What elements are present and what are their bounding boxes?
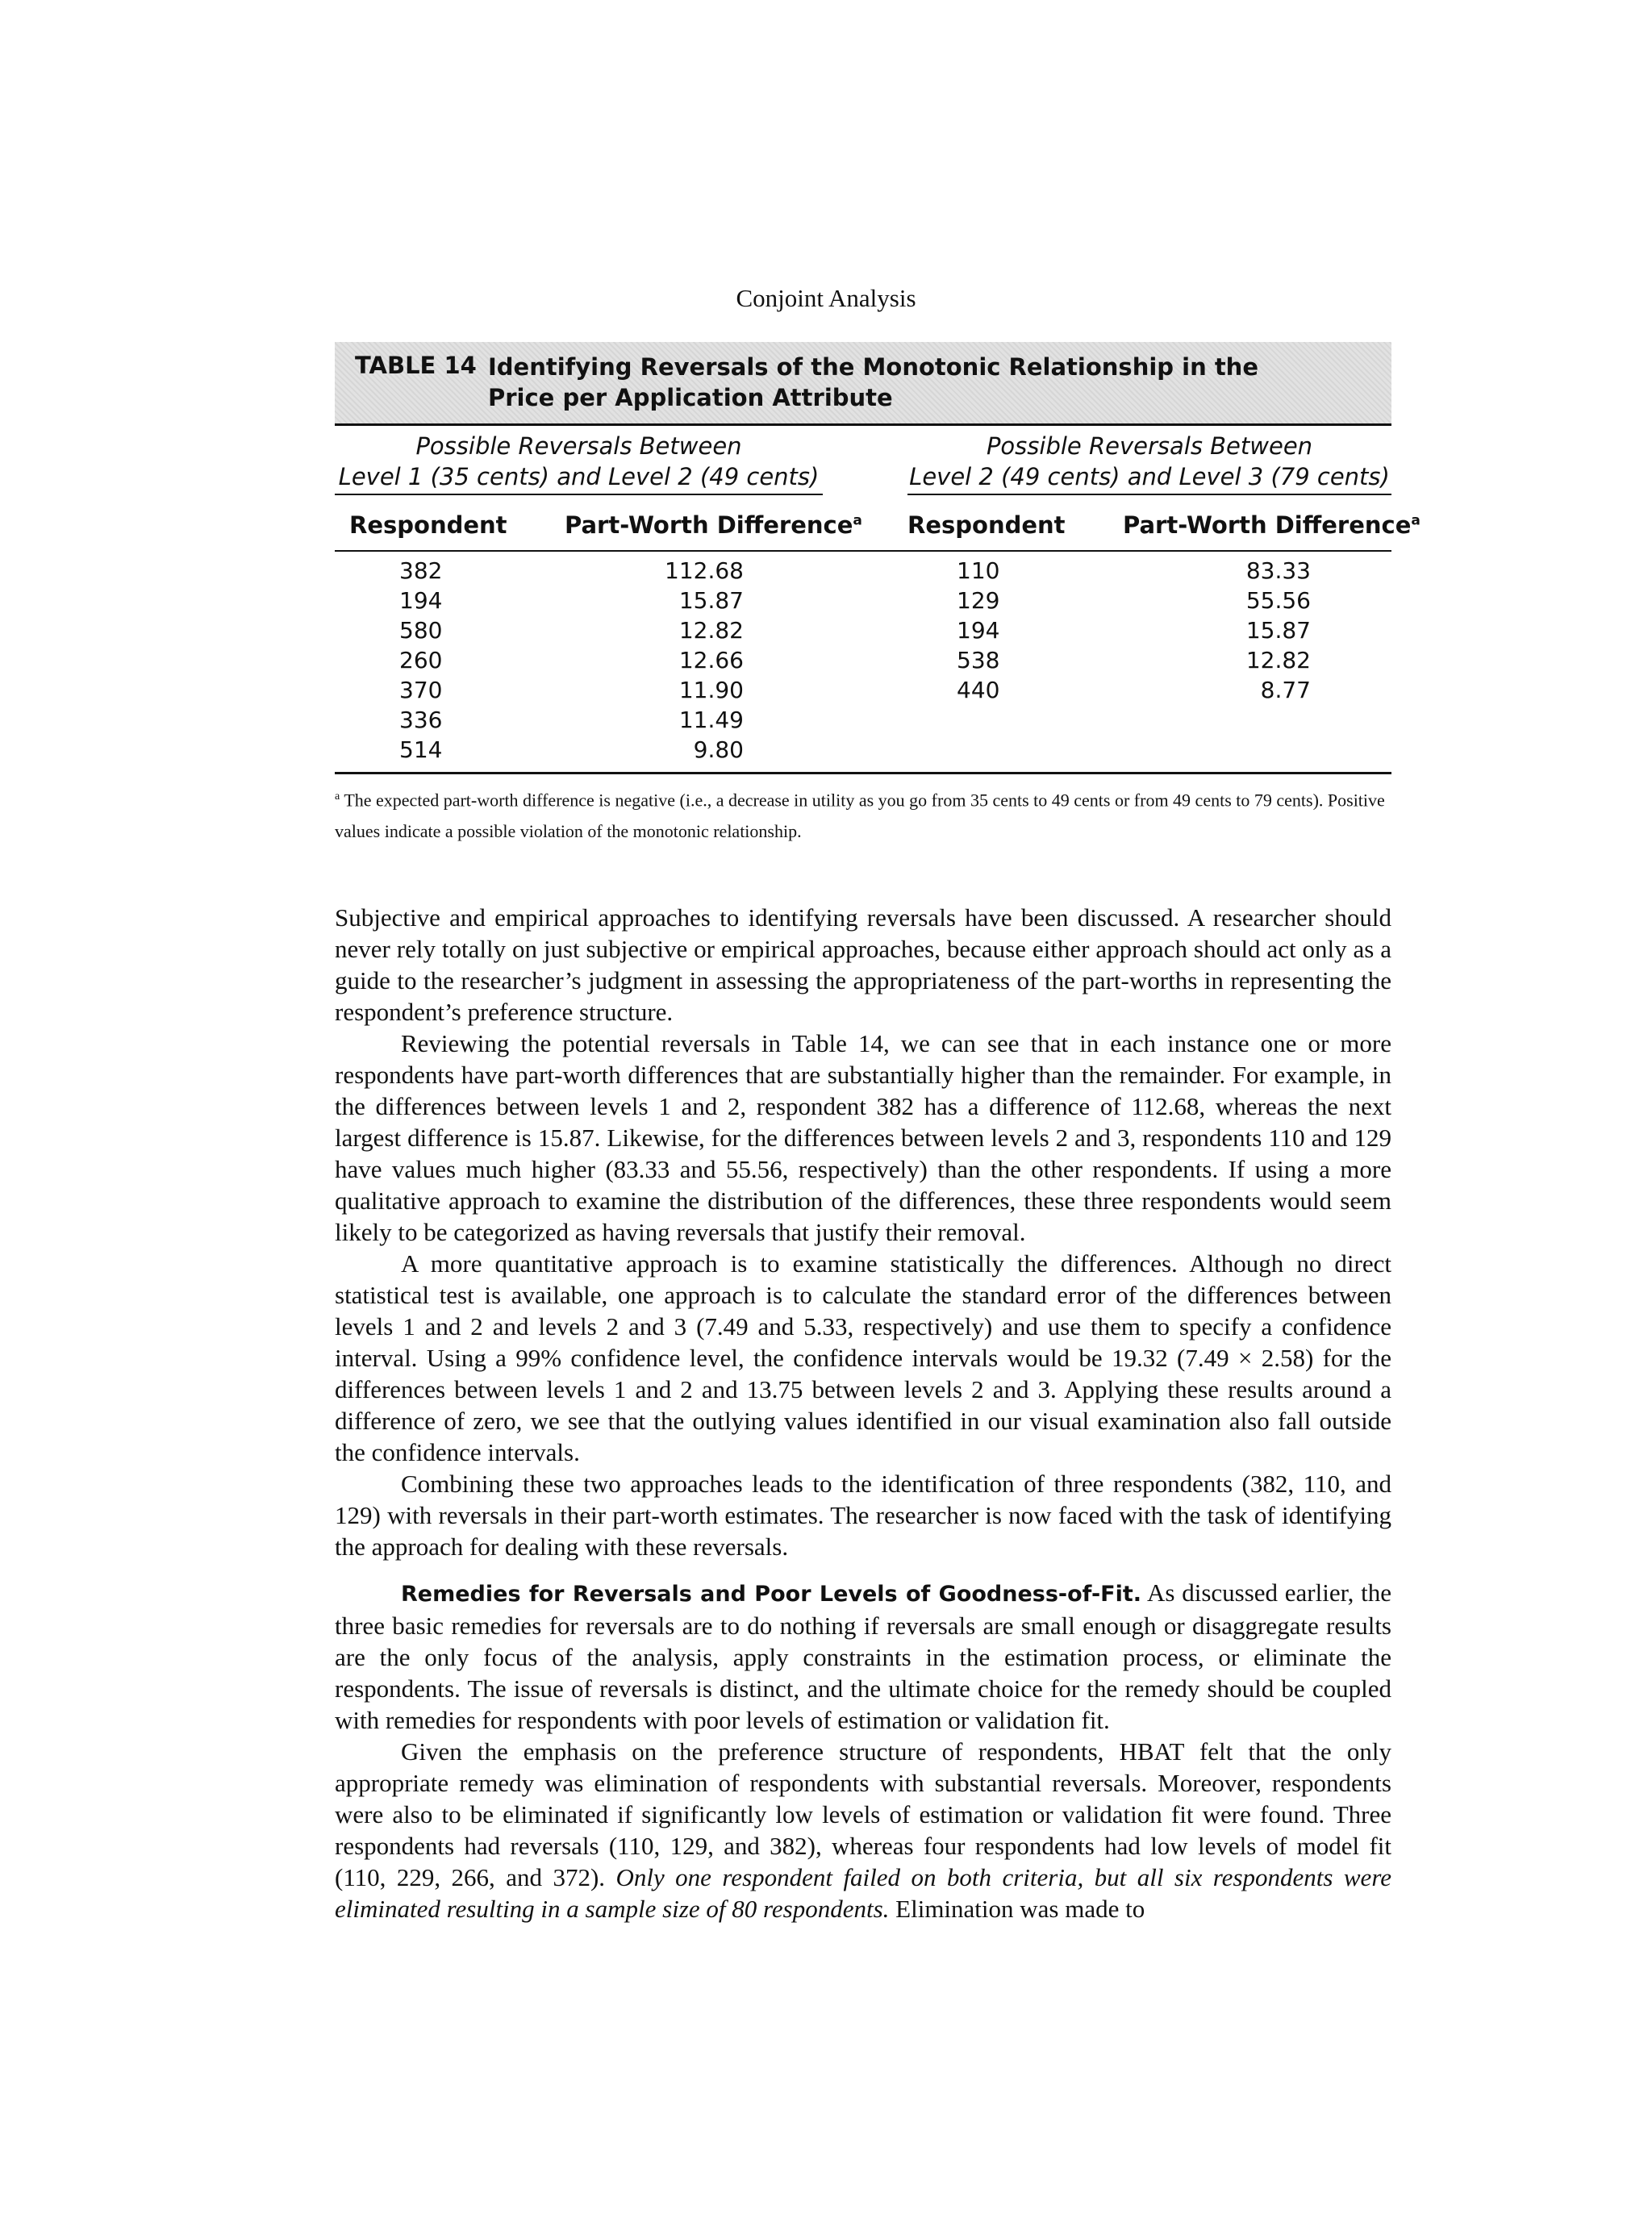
table-cell-difference: 83.33: [1245, 557, 1311, 584]
group-2-heading-line1: Possible Reversals Between: [986, 432, 1313, 460]
table-cell-difference: 15.87: [678, 587, 744, 614]
group-1-heading-rule: [335, 494, 823, 495]
table-label: TABLE 14: [355, 352, 477, 379]
col-respondent-1: Respondent: [349, 511, 507, 539]
group-1-heading: [335, 431, 823, 492]
paragraph: A more quantitative approach is to examine statistically the differences. Although no direct statistical test is available, one approach is to calculate the standard error of the differences between levels 1 and 2 and levels 2 and 3 (7.49 and 5.33, respectively) and use them to specify a confidence interval. Using a 99% confidence level, the confidence intervals would be 19.32 (7.49 × 2.58) for the differences between levels 1 and 2 and 13.75 between levels 2 and 3. Applying these results around a difference of zero, we see that the outlying values identified in our visual examination also fall outside the confidence intervals.: [335, 1249, 1391, 1466]
table-cell-respondent: 538: [957, 647, 1000, 673]
table-title: Identifying Reversals of the Monotonic Relationship in the Price per Application Attribute: [488, 353, 1258, 411]
emphasis-text: Only one respondent failed on both criteria, but all six respondents were eliminated resulting in a sample size of 80 respondents.: [335, 1863, 1391, 1923]
group-1-heading-line2: Level 1 (35 cents) and Level 2 (49 cents): [338, 463, 820, 490]
table-cell-respondent: 382: [399, 557, 443, 584]
paragraph: Given the emphasis on the preference structure of respondents, HBAT felt that the only appropriate remedy was elimination of respondents with substantial reversals. Moreover, respondents were also to be eliminated if significantly low levels of estimation or validation fit were found. Three respondents had reversals (110, 129, and 382), whereas four respondents had low levels of model fit (110, 229, 266, and 372). Only one respondent failed on both criteria, but all six respondents were eliminated resulting in a sample size of 80 respondents. Elimination was made to: [335, 1737, 1391, 1923]
table-cell-difference: 12.82: [678, 617, 744, 644]
table-cell-respondent: 194: [957, 617, 1000, 644]
group-2-heading-line2: Level 2 (49 cents) and Level 3 (79 cents): [909, 463, 1390, 490]
table-cell-difference: 9.80: [693, 736, 744, 763]
run-in-heading: Remedies for Reversals and Poor Levels of Goodness-of-Fit.: [401, 1582, 1142, 1607]
page-header: Conjoint Analysis: [736, 284, 916, 312]
header-rule: [335, 550, 1391, 552]
table-cell-difference: 112.68: [665, 557, 744, 584]
group-1-heading-line1: Possible Reversals Between: [415, 432, 742, 460]
table-cell-difference: 8.77: [1260, 677, 1311, 703]
table-cell-respondent: 580: [399, 617, 443, 644]
footnote-marker: a: [853, 512, 862, 529]
col-difference-1: Part-Worth Difference$^a$: [565, 511, 862, 539]
table-cell-respondent: 260: [399, 647, 443, 673]
col-difference-2: Part-Worth Difference$^a$: [1123, 511, 1420, 539]
group-2-heading-rule: [907, 494, 1391, 495]
table-cell-difference: 12.66: [678, 647, 744, 673]
table-cell-respondent: 440: [957, 677, 1000, 703]
table-cell-respondent: 370: [399, 677, 443, 703]
table-footnote: [335, 781, 1391, 847]
table-cell-respondent: 336: [399, 707, 443, 733]
paragraph: Combining these two approaches leads to the identification of three respondents (382, 110, and 129) with reversals in their part-worth estimates. The researcher is now faced with the task of identifying the approach for dealing with these reversals.: [335, 1470, 1391, 1561]
table-cell-difference: 55.56: [1245, 587, 1311, 614]
table-cell-respondent: 110: [957, 557, 1000, 584]
table-cell-difference: 11.49: [678, 707, 744, 733]
paragraph: Remedies for Reversals and Poor Levels of Goodness-of-Fit. As discussed earlier, the three basic remedies for reversals are to do nothing if reversals are small enough or disaggregate results are the only focus of the analysis, apply constraints in the estimation process, or eliminate the respondents. The issue of reversals is distinct, and the ultimate choice for the remedy should be coupled with remedies for respondents with poor levels of estimation or validation fit.: [335, 1578, 1391, 1734]
table-cell-difference: 11.90: [678, 677, 744, 703]
footnote-marker: a: [335, 790, 340, 803]
table-bottom-rule: [335, 772, 1391, 774]
table-title-bar: [335, 342, 1391, 426]
group-2-heading: [907, 431, 1391, 492]
table-cell-difference: 12.82: [1245, 647, 1311, 673]
footnote-text: The expected part-worth difference is negative (i.e., a decrease in utility as you go from 35 cents to 49 cents or from 49 cents to 79 cents). Positive values indicate a possible violation of the monotonic relationship.: [335, 790, 1385, 842]
paragraph: Subjective and empirical approaches to identifying reversals have been discussed. A researcher should never rely totally on just subjective or empirical approaches, because either approach should act only as a guide to the researcher’s judgment in assessing the appropriateness of the part-worths in representing the respondent’s preference structure.: [335, 903, 1391, 1026]
table-cell-respondent: 194: [399, 587, 443, 614]
table-cell-respondent: 514: [399, 736, 443, 763]
col-respondent-2: Respondent: [907, 511, 1066, 539]
body-text: [335, 902, 1391, 1924]
table-cell-respondent: 129: [957, 587, 1000, 614]
paragraph: Reviewing the potential reversals in Table 14, we can see that in each instance one or more respondents have part-worth differences that are substantially higher than the remainder. For example, in the differences between levels 1 and 2, respondent 382 has a difference of 112.68, whereas the next largest difference is 15.87. Likewise, for the differences between levels 2 and 3, respondents 110 and 129 have values much higher (83.33 and 55.56, respectively) than the other respondents. If using a more qualitative approach to examine the distribution of the differences, these three respondents would seem likely to be categorized as having reversals that justify their removal.: [335, 1029, 1391, 1246]
table-cell-difference: 15.87: [1245, 617, 1311, 644]
footnote-marker: a: [1411, 512, 1420, 529]
